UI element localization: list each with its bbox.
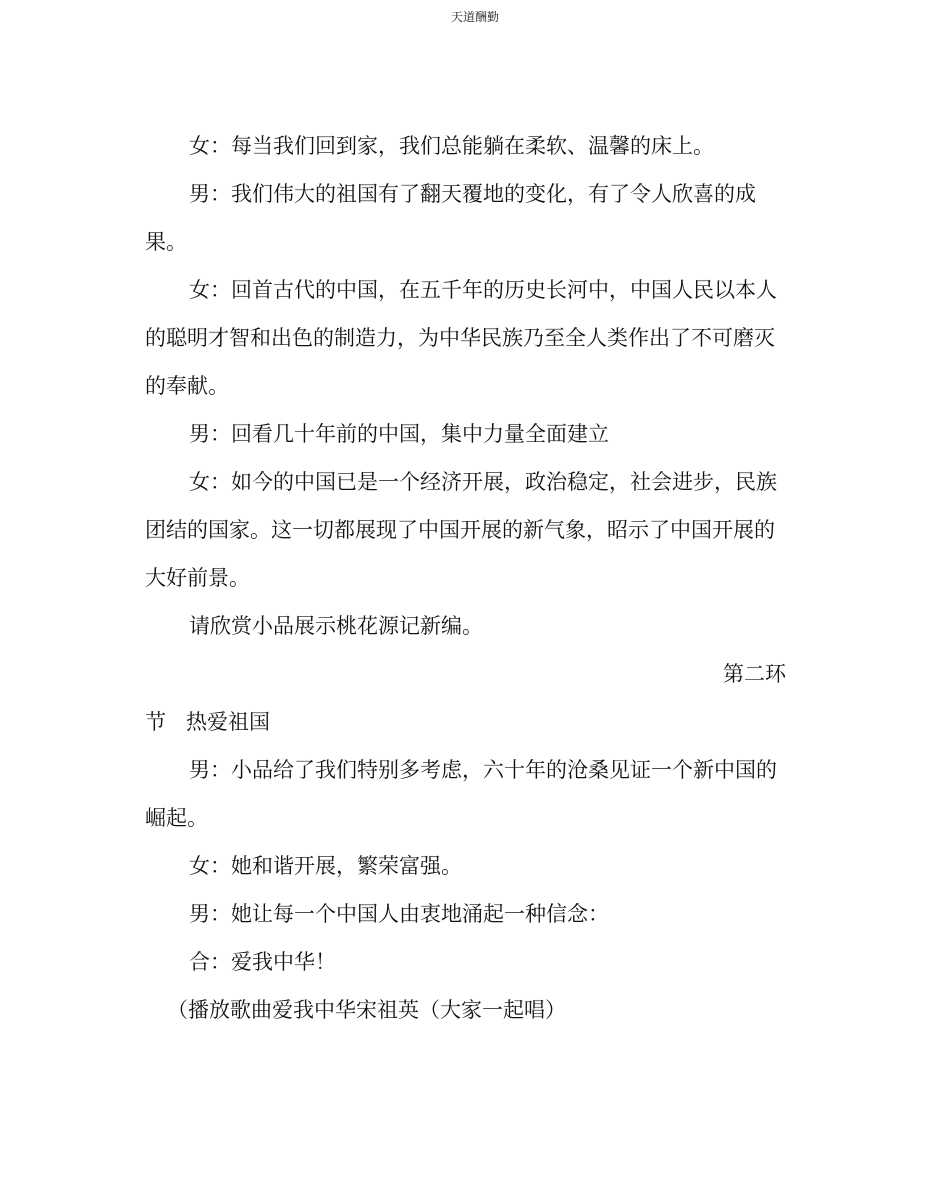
text-line: 男：回看几十年前的中国，集中力量全面建立	[189, 422, 609, 446]
section-heading-part: 节 热爱祖国	[145, 710, 271, 734]
text-line: 男：她让每一个中国人由衷地涌起一种信念：	[189, 902, 609, 926]
text-line: 女：回首古代的中国，在五千年的历史长河中，中国人民以本人	[189, 278, 777, 302]
text-line: 果。	[145, 230, 187, 254]
text-line: 崛起。	[145, 806, 208, 830]
text-line: （播放歌曲爱我中华宋祖英（大家一起唱）	[167, 998, 566, 1022]
text-line: 的聪明才智和出色的制造力，为中华民族乃至全人类作出了不可磨灭	[145, 326, 775, 350]
text-line: 女：如今的中国已是一个经济开展，政治稳定，社会进步，民族	[189, 470, 777, 494]
text-line: 团结的国家。这一切都展现了中国开展的新气象，昭示了中国开展的	[145, 518, 775, 542]
page-header: 天道酬勤	[450, 10, 499, 24]
text-line: 合：爱我中华！	[189, 950, 336, 974]
text-line: 女：每当我们回到家，我们总能躺在柔软、温馨的床上。	[189, 134, 714, 158]
text-line: 女：她和谐开展，繁荣富强。	[189, 854, 462, 878]
text-line: 男：小品给了我们特别多考虑，六十年的沧桑见证一个新中国的	[189, 758, 777, 782]
document-body	[145, 122, 800, 1034]
section-heading-part: 第二环	[723, 662, 786, 686]
text-line: 的奉献。	[145, 374, 229, 398]
text-line: 请欣赏小品展示桃花源记新编。	[189, 614, 483, 638]
text-line: 大好前景。	[145, 566, 250, 590]
text-line: 男：我们伟大的祖国有了翻天覆地的变化，有了令人欣喜的成	[189, 182, 756, 206]
